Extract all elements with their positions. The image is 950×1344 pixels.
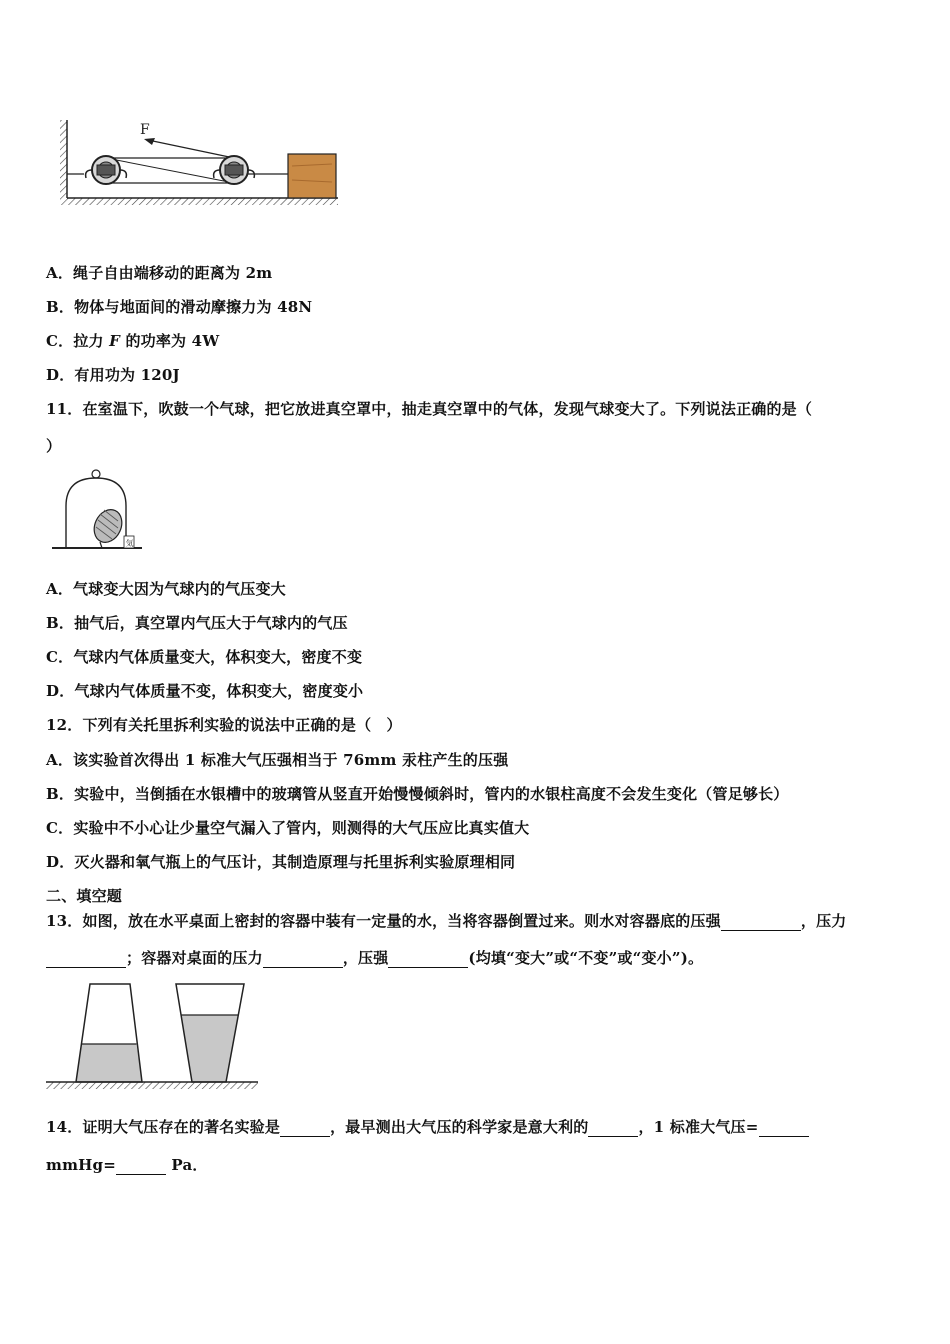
fixed-pulley — [86, 156, 127, 184]
q11-option-b: B．抽气后，真空罩内气压大于气球内的气压 — [46, 614, 348, 632]
container-inverted — [176, 984, 244, 1082]
q11-stem: 11．在室温下，吹鼓一个气球，把它放进真空罩中，抽走真空罩中的气体，发现气球变大了。下列说法正确的是（ — [46, 400, 813, 418]
q13-stem-cont: ；容器对桌面的压力 ，压强 (均填“变大”或“不变”或“变小”)。 — [46, 947, 703, 968]
q12-option-a: A．该实验首次得出 1 标准大气压强相当于 76mm 汞柱产生的压强 — [46, 751, 509, 769]
q12-option-d: D．灭火器和氧气瓶上的气压计，其制造原理与托里拆利实验原理相同 — [46, 853, 516, 871]
q12-option-c: C．实验中不小心让少量空气漏入了管内，则测得的大气压应比真实值大 — [46, 819, 530, 837]
q12-option-b: B．实验中，当倒插在水银槽中的玻璃管从竖直开始慢慢倾斜时，管内的水银柱高度不会发生变化（管足够长） — [46, 785, 789, 803]
force-label: F — [140, 122, 150, 138]
containers-diagram — [44, 978, 262, 1094]
answer-blank[interactable] — [588, 1120, 638, 1137]
q10-option-b: B．物体与地面间的滑动摩擦力为 48N — [46, 298, 313, 316]
q14-stem: 14．证明大气压存在的著名实验是 ，最早测出大气压的科学家是意大利的 ，1 标准大气压= — [46, 1116, 809, 1137]
bell-jar-figure — [50, 466, 146, 554]
answer-blank[interactable] — [280, 1120, 330, 1137]
containers-figure — [44, 978, 262, 1094]
wooden-block — [288, 154, 336, 198]
pulley-diagram — [56, 118, 346, 210]
q11-option-d: D．气球内气体质量不变，体积变大，密度变小 — [46, 682, 364, 700]
answer-blank[interactable] — [759, 1120, 809, 1137]
answer-blank[interactable] — [388, 951, 468, 968]
q10-option-a: A．绳子自由端移动的距离为 2m — [46, 264, 273, 282]
q10-option-d: D．有用功为 120J — [46, 366, 180, 384]
jar-tag: 気 — [125, 539, 134, 548]
answer-blank[interactable] — [46, 951, 126, 968]
container-upright — [76, 984, 142, 1082]
answer-blank[interactable] — [263, 951, 343, 968]
q13-stem: 13．如图，放在水平桌面上密封的容器中装有一定量的水，当将容器倒置过来。则水对容器底的压强 ，压力 — [46, 912, 847, 930]
bell-jar-diagram — [50, 466, 146, 554]
balloon — [89, 505, 127, 548]
answer-blank[interactable] — [116, 1158, 166, 1175]
answer-blank[interactable] — [721, 914, 801, 931]
q11-option-a: A．气球变大因为气球内的气压变大 — [46, 580, 286, 598]
q11-option-c: C．气球内气体质量变大，体积变大，密度不变 — [46, 648, 363, 666]
pulley-figure — [56, 118, 346, 210]
q11-stem-cont: ） — [46, 437, 62, 455]
q10-option-c: C．拉力 F 的功率为 4W — [46, 332, 220, 350]
q12-stem: 12．下列有关托里拆利实验的说法中正确的是（ ） — [46, 716, 402, 734]
q14-stem-cont: mmHg= Pa． — [46, 1156, 208, 1174]
section-title: 二、填空题 — [46, 887, 123, 905]
